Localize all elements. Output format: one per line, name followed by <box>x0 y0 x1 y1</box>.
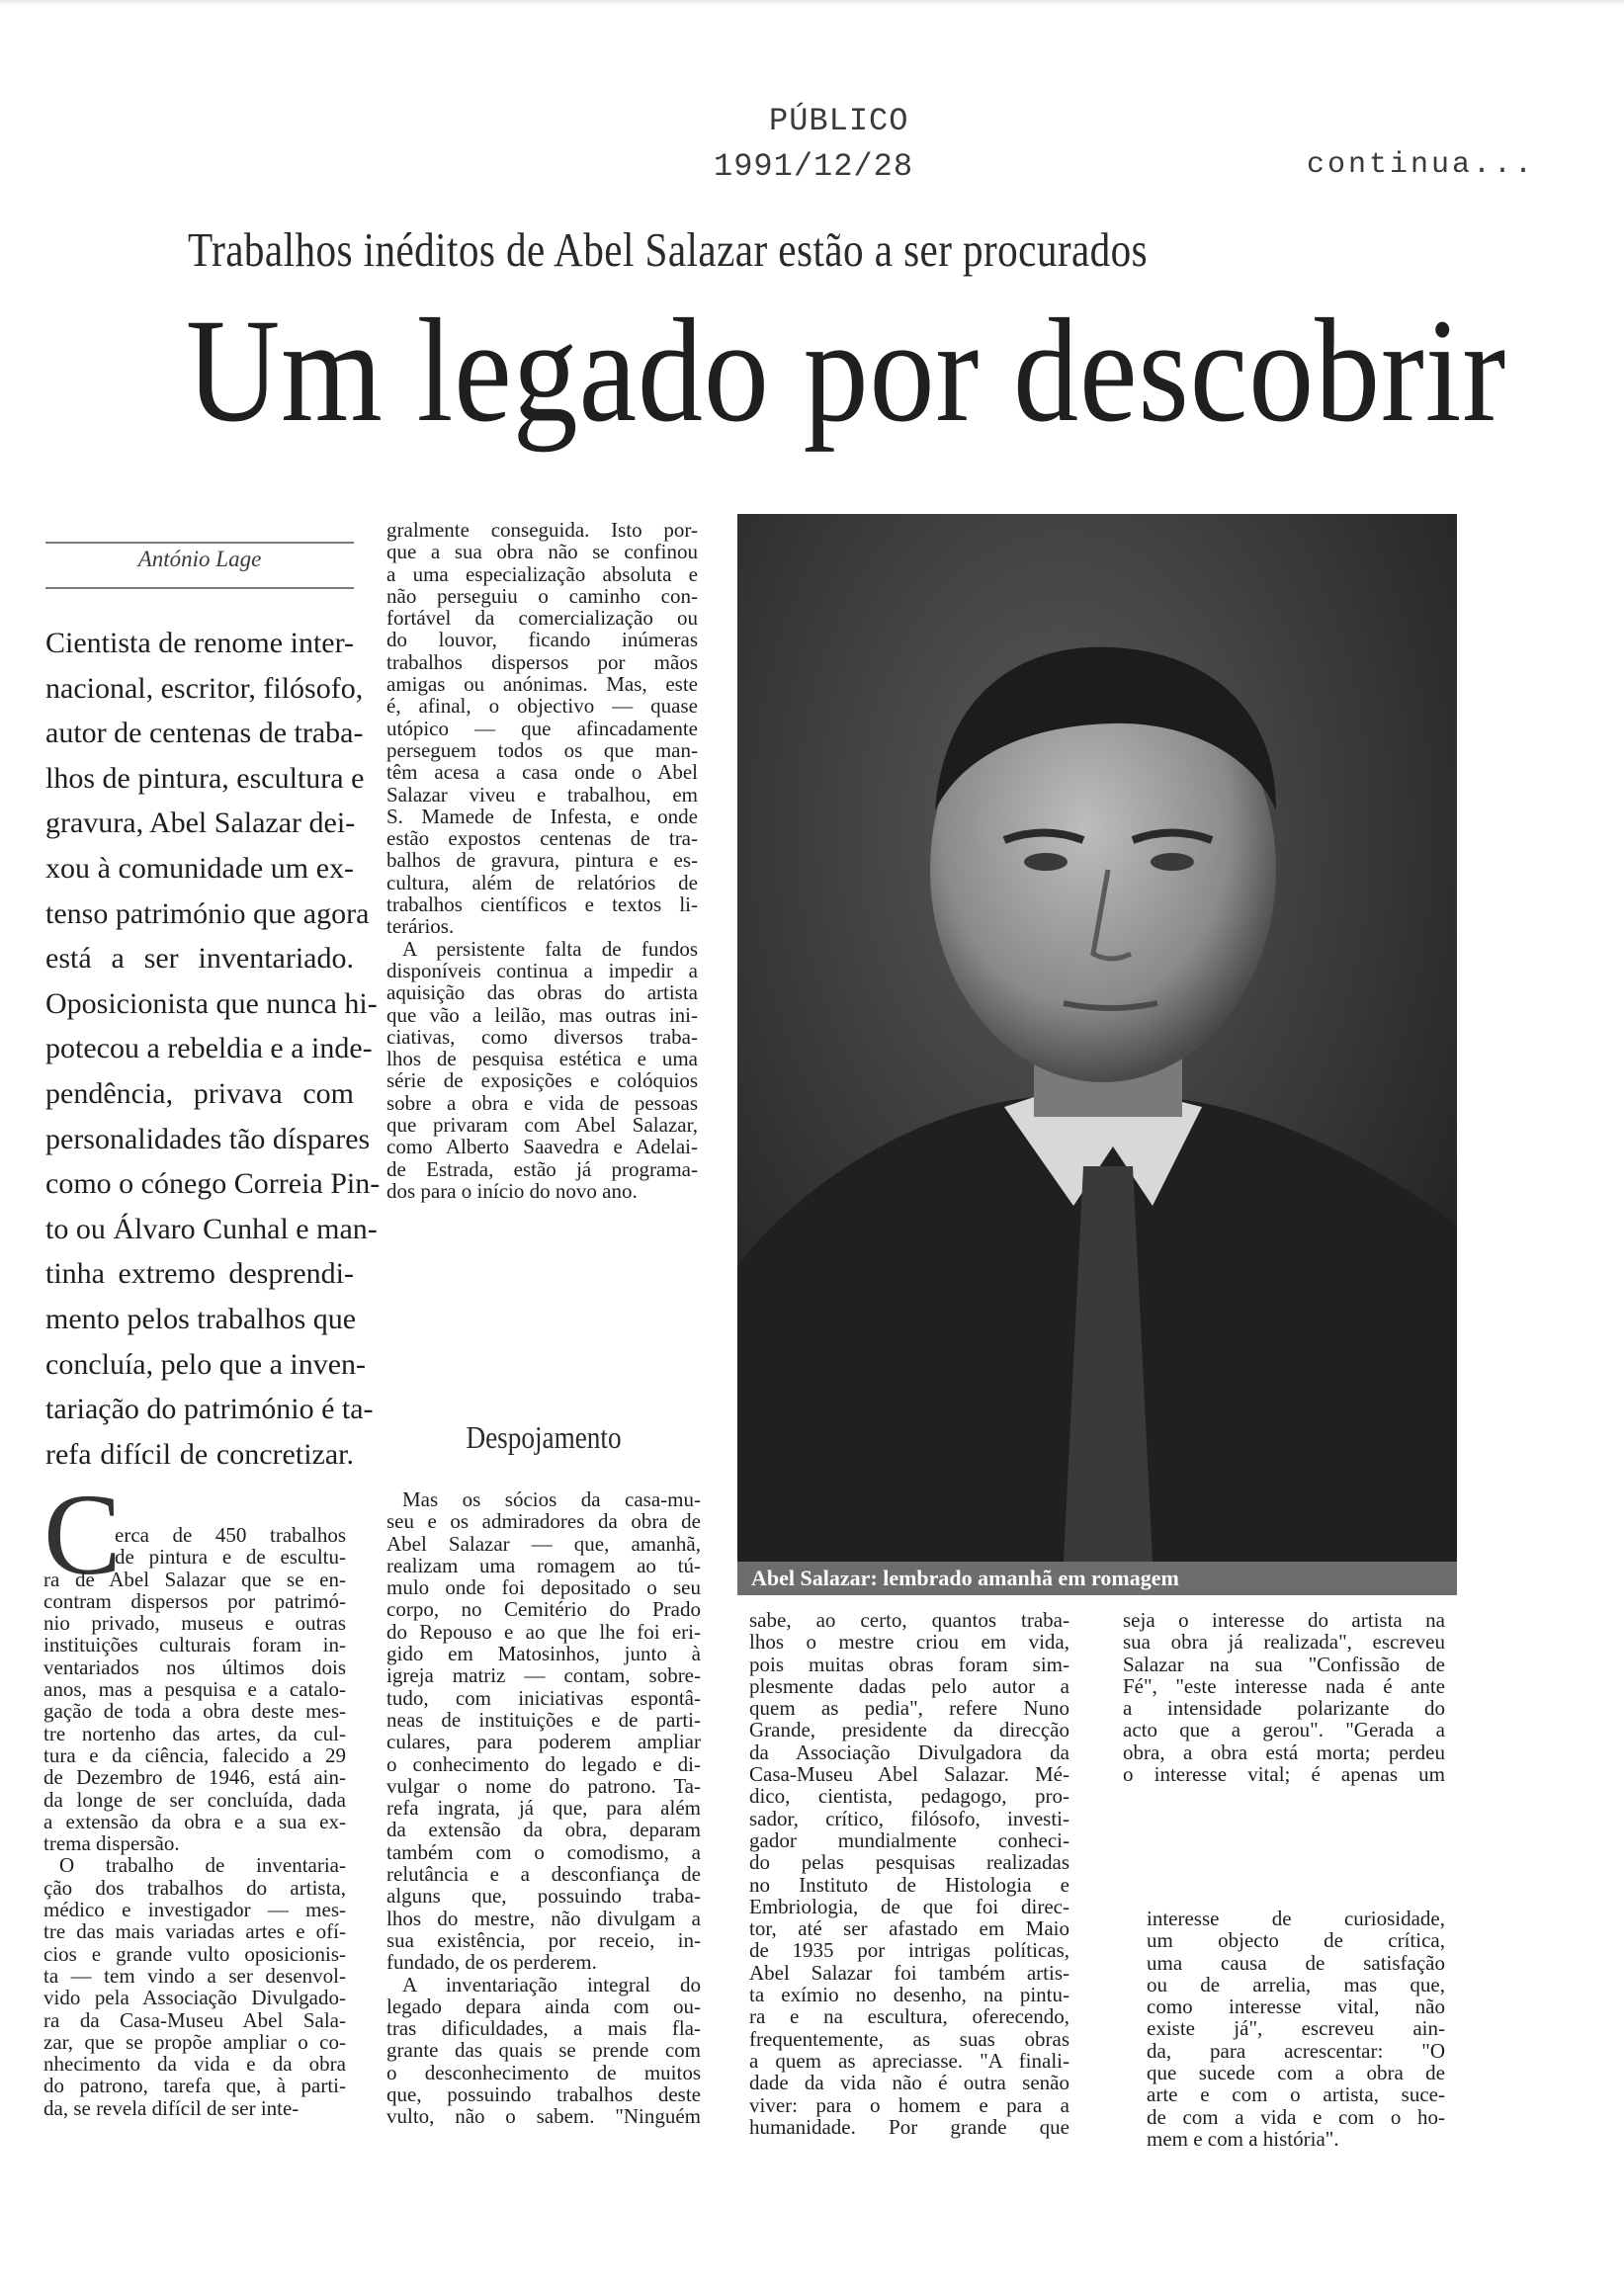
text-line: vulgar o nome do patrono. Ta- <box>386 1773 701 1798</box>
text-line: tenso património que agora <box>45 896 370 930</box>
article-headline: Um legado por descobrir <box>186 289 1507 453</box>
text-line: a quem as apreciasse. "A finali- <box>749 2048 1069 2073</box>
text-line: pois muitas obras foram sim- <box>749 1652 1069 1676</box>
portrait-photo <box>737 514 1457 1562</box>
text-line: tudo, com iniciativas espontâ- <box>386 1685 701 1710</box>
text-line: tor, até ser afastado em Maio <box>749 1916 1069 1941</box>
drop-cap: C <box>43 1470 122 1599</box>
text-line: estão expostos centenas de tra- <box>386 826 698 851</box>
text-line: anos, mas a pesquisa e a catalo- <box>43 1677 346 1702</box>
text-line: potecou a rebeldia e a inde- <box>45 1032 373 1065</box>
text-line: que sucede com a obra de <box>1147 2061 1445 2085</box>
byline-rule-top <box>45 542 354 544</box>
text-line: interesse de curiosidade, <box>1147 1907 1445 1930</box>
body-column-1 <box>43 1524 346 2119</box>
text-line: neas de instituições e de parti- <box>386 1707 701 1732</box>
text-line: como interesse vital, não <box>1147 1995 1445 2019</box>
text-line: vulto, não o sabem. "Ninguém <box>386 2104 701 2129</box>
text-line: relutância e a desconfiança de <box>386 1862 701 1887</box>
body-column-2-continued <box>386 1488 701 2128</box>
text-line: seja o interesse do artista na <box>1123 1608 1445 1632</box>
text-line: sador, crítico, filósofo, investi- <box>749 1806 1069 1830</box>
text-line: acto que a gerou". "Gerada a <box>1123 1718 1445 1742</box>
text-line: que privaram com Abel Salazar, <box>386 1113 698 1138</box>
text-line: uma causa de satisfação <box>1147 1950 1445 1975</box>
text-line: tariação do património é ta- <box>45 1393 374 1426</box>
text-line: disponíveis continua a impedir a <box>386 958 698 982</box>
text-line: ção dos trabalhos do artista, <box>43 1875 346 1900</box>
text-line: a intensidade polarizante do <box>1123 1696 1445 1721</box>
text-line: gido em Matosinhos, junto à <box>386 1642 701 1666</box>
body-column-2 <box>386 519 698 1202</box>
text-line: nhecimento da vida e da obra <box>43 2052 346 2077</box>
text-line: tre nortenho das artes, da cul- <box>43 1721 346 1745</box>
text-line: do patrono, tarefa que, à parti- <box>43 2074 346 2098</box>
text-line: instituições culturais foram in- <box>43 1633 346 1657</box>
text-line: sua obra já realizada", escreveu <box>1123 1630 1445 1655</box>
text-line: fortável da comercialização ou <box>386 606 698 631</box>
text-line: série de exposições e colóquios <box>386 1068 698 1093</box>
text-line: refa ingrata, já que, para além <box>386 1796 701 1821</box>
text-line: corpo, no Cemitério do Prado <box>386 1597 701 1622</box>
text-line: é, afinal, o objectivo — quase <box>386 694 698 719</box>
text-line: ta — tem vindo a ser desenvol- <box>43 1963 346 1988</box>
text-line: de 1935 por intrigas políticas, <box>749 1938 1069 1963</box>
article-kicker: Trabalhos inéditos de Abel Salazar estão a ser procurados <box>188 222 1149 277</box>
text-line: aquisição das obras do artista <box>386 980 698 1005</box>
text-line: médico e investigador — mes- <box>43 1898 346 1922</box>
text-line: ra de Abel Salazar que se en- <box>43 1567 346 1591</box>
text-line: têm acesa a casa onde o Abel <box>386 760 698 785</box>
text-line: Casa-Museu Abel Salazar. Mé- <box>749 1762 1069 1787</box>
text-line: contram dispersos por patrimó- <box>43 1588 346 1613</box>
text-line: do Repouso e ao que lhe foi eri- <box>386 1619 701 1644</box>
text-line: culares, para poderem ampliar <box>386 1730 701 1754</box>
text-line: Mas os sócios da casa-mu- <box>402 1487 701 1511</box>
text-line: sua existência, por receio, in- <box>386 1927 701 1952</box>
text-line: cultura, além de relatórios de <box>386 870 698 894</box>
text-line: obra, a obra está morta; perdeu <box>1123 1740 1445 1764</box>
body-column-4 <box>1123 1609 1445 1785</box>
text-line: de pintura e de escultu- <box>115 1545 346 1570</box>
text-line: ta exímio no desenho, na pintu- <box>749 1983 1069 2007</box>
text-line: ra da Casa-Museu Abel Sala- <box>43 2007 346 2032</box>
text-line: Abel Salazar foi também artis- <box>749 1960 1069 1985</box>
text-line: grante das quais se prende com <box>386 2038 701 2063</box>
text-line: balhos de gravura, pintura e es- <box>386 848 698 873</box>
text-line: gação de toda a obra deste mes- <box>43 1699 346 1724</box>
text-line: vido pela Associação Divulgado- <box>43 1986 346 2010</box>
text-line: gador mundialmente conheci- <box>749 1827 1069 1852</box>
text-line: frequentemente, as suas obras <box>749 2026 1069 2051</box>
text-line: Cientista de renome inter- <box>45 627 354 659</box>
body-column-3 <box>749 1609 1069 2138</box>
text-line: trabalhos científicos e textos li- <box>386 892 698 917</box>
text-line: O trabalho de inventaria- <box>59 1853 346 1878</box>
text-line: concluía, pelo que a inven- <box>45 1347 367 1381</box>
stamp-publication: PÚBLICO <box>769 103 909 139</box>
photo-caption: Abel Salazar: lembrado amanhã em romagem <box>751 1566 1179 1590</box>
scan-top-edge <box>0 0 1624 5</box>
text-line: lhos de pintura, escultura e <box>45 761 365 795</box>
text-line: Embriologia, de que foi direc- <box>749 1894 1069 1918</box>
text-line: to ou Álvaro Cunhal e man- <box>45 1212 378 1245</box>
text-line: terários. <box>386 914 455 939</box>
text-line: mem e com a história". <box>1147 2126 1339 2151</box>
text-line: como Alberto Saavedra e Adelai- <box>386 1135 698 1159</box>
text-line: lhos do mestre, não divulgam a <box>386 1906 701 1930</box>
text-line: de Dezembro de 1946, está ain- <box>43 1765 346 1790</box>
text-line: xou à comunidade um ex- <box>45 851 354 885</box>
text-line: gravura, Abel Salazar dei- <box>45 807 356 840</box>
text-line: alguns que, possuindo traba- <box>386 1884 701 1909</box>
text-line: Abel Salazar — que, amanhã, <box>386 1531 701 1556</box>
text-line: a uma especialização absoluta e <box>386 561 698 586</box>
text-line: cios e grande vulto oposicionis- <box>43 1941 346 1966</box>
text-line: dico, cientista, pedagogo, pro- <box>749 1784 1069 1809</box>
text-line: viver: para o homem e para a <box>749 2092 1069 2117</box>
text-line: perseguem todos os que man- <box>386 737 698 762</box>
text-line: pendência, privava com <box>45 1076 354 1110</box>
text-line: da, se revela difícil de ser inte- <box>43 2095 299 2120</box>
text-line: A inventariação integral do <box>402 1972 701 1996</box>
section-subhead: Despojamento <box>466 1419 622 1455</box>
text-line: tinha extremo desprendi- <box>45 1257 354 1291</box>
text-line: a extensão da obra e a sua ex- <box>43 1809 346 1833</box>
text-line: Oposicionista que nunca hi- <box>45 986 378 1020</box>
stamp-continued: continua... <box>1307 148 1536 182</box>
article-lead <box>45 621 381 1477</box>
text-line: utópico — que afincadamente <box>386 716 698 740</box>
text-line: do louvor, ficando inúmeras <box>386 628 698 652</box>
text-line: sabe, ao certo, quantos traba- <box>749 1608 1069 1632</box>
text-line: não perseguiu o caminho con- <box>386 583 698 608</box>
text-line: o desconhecimento de muitos <box>386 2060 701 2084</box>
text-line: tura e da ciência, falecido a 29 <box>43 1742 346 1767</box>
text-line: está a ser inventariado. <box>45 942 354 976</box>
text-line: existe já", escreveu ain- <box>1147 2016 1445 2041</box>
byline-rule-bottom <box>45 587 354 589</box>
text-line: o interesse vital; é apenas um <box>1123 1762 1445 1787</box>
text-line: da, para acrescentar: "O <box>1147 2038 1445 2063</box>
text-line: erca de 450 trabalhos <box>115 1523 346 1547</box>
article-byline: António Lage <box>137 547 262 571</box>
text-line: S. Mamede de Infesta, e onde <box>386 804 698 828</box>
text-line: humanidade. Por grande que <box>749 2114 1069 2139</box>
text-line: que a sua obra não se confinou <box>386 540 698 564</box>
text-line: arte e com o artista, suce- <box>1147 2082 1445 2107</box>
text-line: A persistente falta de fundos <box>402 936 698 961</box>
text-line: da longe de ser concluída, dada <box>43 1787 346 1812</box>
text-line: dos para o início do novo ano. <box>386 1178 638 1203</box>
text-line: nio privado, museus e outras <box>43 1611 346 1636</box>
text-line: trema dispersão. <box>43 1831 180 1856</box>
text-line: como o cónego Correia Pin- <box>45 1167 381 1201</box>
text-line: da Associação Divulgadora da <box>749 1740 1069 1764</box>
text-line: mulo onde foi depositado o seu <box>386 1575 701 1600</box>
text-line: ou de arrelia, mas que, <box>1147 1972 1445 1996</box>
text-line: do pelas pesquisas realizadas <box>749 1850 1069 1875</box>
text-line: dade da vida não é outra senão <box>749 2071 1069 2095</box>
text-line: ciativas, como diversos traba- <box>386 1024 698 1049</box>
text-line: lhos o mestre criou em vida, <box>749 1630 1069 1655</box>
text-line: gralmente conseguida. Isto por- <box>386 518 698 542</box>
text-line: também com o comodismo, a <box>386 1839 701 1864</box>
text-line: tre das mais variadas artes e ofí- <box>43 1919 346 1944</box>
text-line: amigas ou anónimas. Mas, este <box>386 672 698 697</box>
text-line: no Instituto de Histologia e <box>749 1872 1069 1897</box>
text-line: autor de centenas de traba- <box>45 717 364 750</box>
stamp-date: 1991/12/28 <box>714 148 914 185</box>
text-line: quem as pedia", refere Nuno <box>749 1696 1069 1721</box>
text-line: ventariados nos últimos dois <box>43 1655 346 1679</box>
body-column-4-continued <box>1147 1908 1445 2150</box>
text-line: que, possuindo trabalhos deste <box>386 2082 701 2107</box>
text-line: ra e na escultura, oferecendo, <box>749 2004 1069 2029</box>
text-line: que vão a leilão, mas outras ini- <box>386 1002 698 1027</box>
text-line: plesmente dadas pelo autor a <box>749 1673 1069 1698</box>
text-line: Salazar viveu e trabalhou, em <box>386 782 698 807</box>
text-line: Salazar na sua "Confissão de <box>1123 1652 1445 1676</box>
text-line: de com a vida e com o ho- <box>1147 2104 1445 2129</box>
text-line: Grande, presidente da direcção <box>749 1718 1069 1742</box>
text-line: fundado, de os perderem. <box>386 1950 597 1975</box>
text-line: sobre a obra e vida de pessoas <box>386 1090 698 1115</box>
text-line: zar, que se propõe ampliar o co- <box>43 2029 346 2054</box>
text-line: o conhecimento do legado e di- <box>386 1751 701 1776</box>
text-line: legado depara ainda com ou- <box>386 1994 701 2018</box>
portrait-photo-icon <box>737 514 1457 1562</box>
text-line: de Estrada, estão já programa- <box>386 1156 698 1181</box>
text-line: seu e os admiradores da obra de <box>386 1509 701 1534</box>
text-line: Fé", "este interesse nada é ante <box>1123 1673 1445 1698</box>
text-line: um objecto de crítica, <box>1147 1928 1445 1953</box>
text-line: da extensão da obra, deparam <box>386 1818 701 1842</box>
text-line: nacional, escritor, filósofo, <box>45 671 364 705</box>
text-line: realizam uma romagem ao tú- <box>386 1553 701 1577</box>
text-line: igreja matriz — contam, sobre- <box>386 1663 701 1688</box>
text-line: lhos de pesquisa estética e uma <box>386 1047 698 1071</box>
text-line: tras dificuldades, a mais fla- <box>386 2016 701 2041</box>
text-line: trabalhos dispersos por mãos <box>386 649 698 674</box>
text-line: refa difícil de concretizar. <box>45 1437 354 1471</box>
text-line: mento pelos trabalhos que <box>45 1302 357 1335</box>
text-line: personalidades tão díspares <box>45 1122 371 1155</box>
